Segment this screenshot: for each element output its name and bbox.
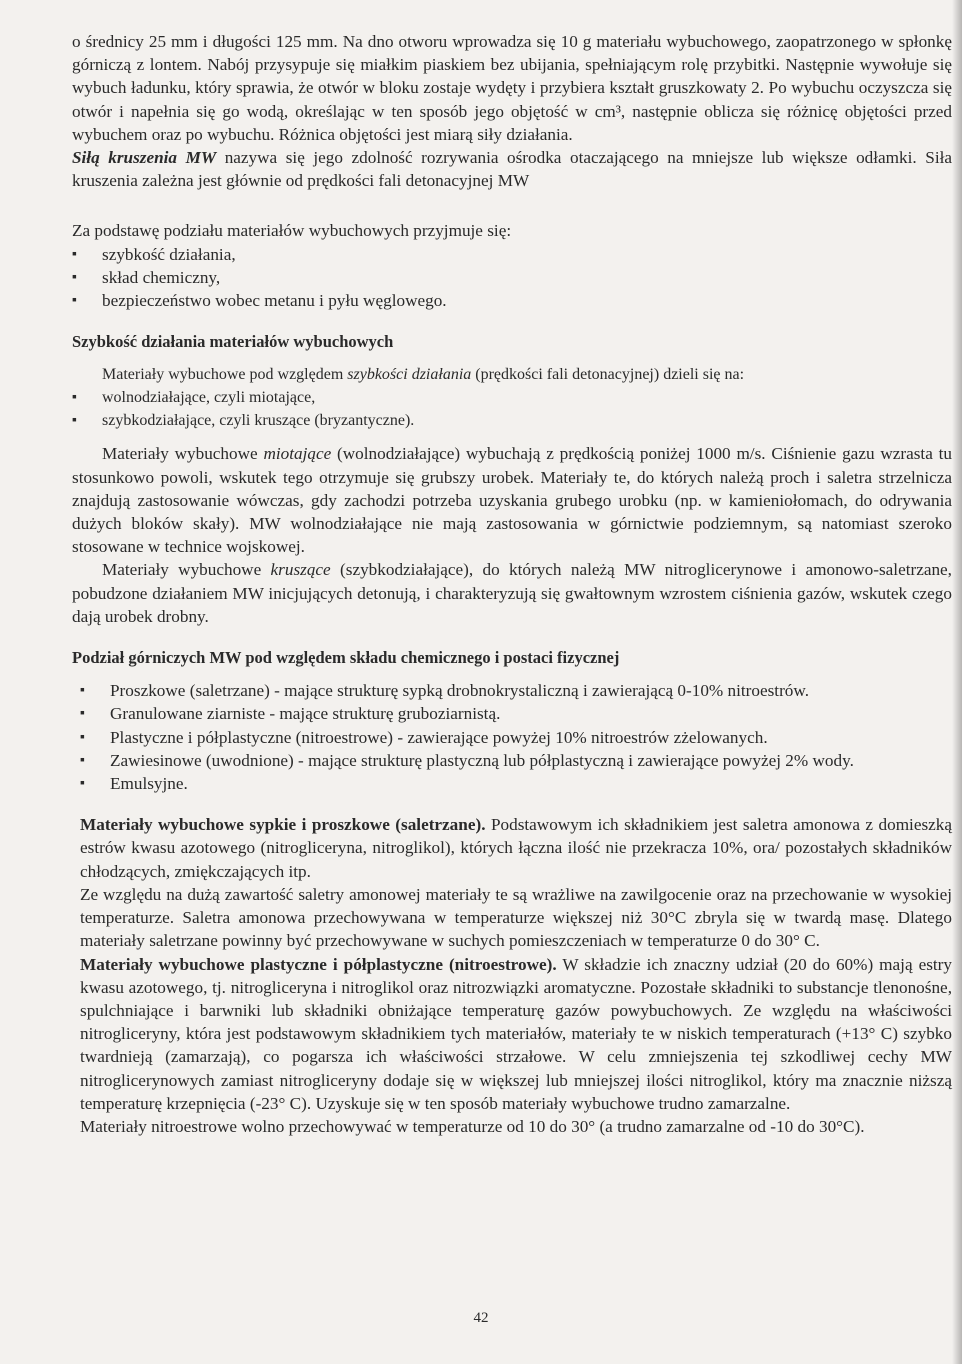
- classification-list: [72, 243, 952, 313]
- composition-details: [72, 813, 952, 1138]
- powder-heading: Materiały wybuchowe sypkie i proszkowe (saletrzane).: [80, 815, 486, 835]
- crushing-force-text: nazywa się jego zdolność rozrywania ośrodka otaczającego na mniejsze lub większe odłamki. Siła kruszenia zależna jest głównie od prędkości fali detonacyjnej MW: [72, 148, 953, 191]
- paragraph-test-method: o średnicy 25 mm i długości 125 mm. Na dno otworu wprowadza się 10 g materiału wybuchowego, zaopatrzonego w spłonkę górniczą z lontem. Nabój przysypuje się miałkim piaskiem bez ubijania, spełniającym rolę przybitki. Następnie wywołuje się wybuch ładunku, który sprawia, że otwór w bloku zostaje wydęty i przybiera kształt gruszkowaty 2. Po wybuchu oczyszcza się otwór i napełnia się go wodą, określając w ten sposób jego objętość w cm³, następnie oblicza się różnicę objętości przed wybuchem oraz po wybuchu. Różnica objętości jest miarą siły działania.: [72, 32, 952, 144]
- paragraph-powder-storage: Ze względu na dużą zawartość saletry amonowej materiały te są wrażliwe na zawilgocenie oraz na przechowanie w wysokiej temperaturze. Saletra amonowa przechowywana w temperaturze większej niż 30°C zbryla się w twardą masę. Dlatego materiały saletrzane powinny być przechowywane w suchych pomieszczeniach w temperaturze 0 do 30° C.: [80, 884, 952, 951]
- speed-intro-text: Materiały wybuchowe pod względem: [102, 366, 348, 384]
- paragraph-powder: [80, 813, 952, 883]
- list-item: ▪ szybkodziałające, czyli kruszące (bryzantyczne).: [72, 409, 952, 432]
- plastic-text: W składzie ich znaczny udział (20 do 60%) mają estry kwasu azotowego, tj. nitrogliceryna i nitroglikol oraz nitrozwiązki aromatyczne. Pozostałe składniki to substancje tlenonośne, spulchniające i barwniki lub składniki obniżające temperaturę gazów powybuchowych. Ze względu na właściwości nitrogliceryny, która jest podstawowym składnikiem tych materiałów, materiały te w niskich temperaturach (+13° C) szybko twardnieją (zamarzają), co pogarsza ich właściwości strzałowe. W celu zmniejszenia tej szkodliwej cechy MW nitroglicerynowych zamiast nitrogliceryny dodaje się w większej lub mniejszej ilości nitroglikol, który ma znacznie niższą temperaturę krzepnięcia (-23° C). Uzyskuje się w ten sposób materiały wybuchowe trudno zamarzalne.: [80, 954, 952, 1113]
- list-item: ▪ Proszkowe (saletrzane) - mające strukturę sypką drobnokrystaliczną i zawierającą 0-10% nitroestrów.: [80, 679, 952, 702]
- high-explosive-text-start: Materiały wybuchowe: [102, 560, 271, 580]
- document-body: [72, 30, 952, 1138]
- list-item: ▪ Zawiesinowe (uwodnione) - mające strukturę plastyczną lub półplastyczną i zawierające powyżej 2% wody.: [80, 749, 952, 772]
- list-item: ▪ wolnodziałające, czyli miotające,: [72, 386, 952, 409]
- paragraph-propellant: [72, 442, 952, 558]
- term-speed: szybkości działania: [347, 366, 472, 384]
- powder-text: Podstawowym ich składnikiem jest saletra amonowa z domieszką estrów kwasu azotowego (nitrogliceryna, nitroglikol), których łączna ilość nie przekracza 10%, ora/ pozostałych składników chłodzących, zmiękczających itp.: [80, 815, 953, 881]
- list-item: ▪ Plastyczne i półplastyczne (nitroestrowe) - zawierające powyżej 10% nitroestrów zżelowanych.: [80, 726, 952, 749]
- list-item: ▪ Granulowane ziarniste - mające strukturę gruboziarnistą.: [80, 702, 952, 725]
- plastic-heading: Materiały wybuchowe plastyczne i półplastyczne (nitroestrowe).: [80, 954, 557, 974]
- section-heading-speed: Szybkość działania materiałów wybuchowych: [72, 332, 394, 352]
- list-item: ▪ skład chemiczny,: [72, 266, 952, 289]
- composition-list: [72, 679, 952, 795]
- list-item: ▪ szybkość działania,: [72, 243, 952, 266]
- term-high-explosive: kruszące: [270, 560, 331, 580]
- paragraph-plastic: [80, 953, 952, 1115]
- term-crushing-force: Siłą kruszenia MW: [72, 148, 217, 168]
- paragraph-crushing-force: [72, 146, 952, 192]
- term-propellant: miotające: [263, 444, 332, 464]
- page-number: 42: [473, 1310, 489, 1326]
- paragraph-plastic-storage: Materiały nitroestrowe wolno przechowywać w temperaturze od 10 do 30° (a trudno zamarzalne od -10 do 30°C).: [80, 1116, 865, 1136]
- speed-list: [72, 386, 952, 432]
- paragraph-high-explosive: [72, 558, 952, 628]
- paragraph-classification-basis: Za podstawę podziału materiałów wybuchowych przyjmuje się:: [72, 221, 512, 241]
- high-explosive-text: (szybkodziałające), do których należą MW nitroglicerynowe i amonowo-saletrzane, pobudzone działaniem MW inicjujących detonują, i charakteryzują się gwałtownym wzrostem ciśnienia gazów, wskutek czego dają urobek drobny.: [72, 560, 952, 626]
- paragraph-speed-intro: [72, 363, 952, 386]
- scan-edge-shadow: [952, 0, 962, 1364]
- speed-intro-text-end: (prędkości fali detonacyjnej) dzieli się na:: [471, 366, 745, 384]
- list-item: ▪ bezpieczeństwo wobec metanu i pyłu węglowego.: [72, 289, 952, 312]
- section-heading-composition: Podział górniczych MW pod względem składu chemicznego i postaci fizycznej: [72, 648, 620, 668]
- propellant-text: (wolnodziałające) wybuchają z prędkością poniżej 1000 m/s. Ciśnienie gazu wzrasta tu stosunkowo powoli, wskutek tego otrzymuje się grubszy urobek. Materiały te, do których należą proch i saletra strzelnicza znajdują zastosowanie wówczas, gdy zachodzi potrzeba uzyskania grubego urobku (np. w kamieniołomach, do odrywania dużych bloków skały). MW wolnodziałające nie mają zastosowania w górnictwie podziemnym, są natomiast szeroko stosowane w technice wojskowej.: [72, 444, 952, 557]
- list-item: ▪ Emulsyjne.: [80, 772, 952, 795]
- propellant-text-start: Materiały wybuchowe: [102, 444, 264, 464]
